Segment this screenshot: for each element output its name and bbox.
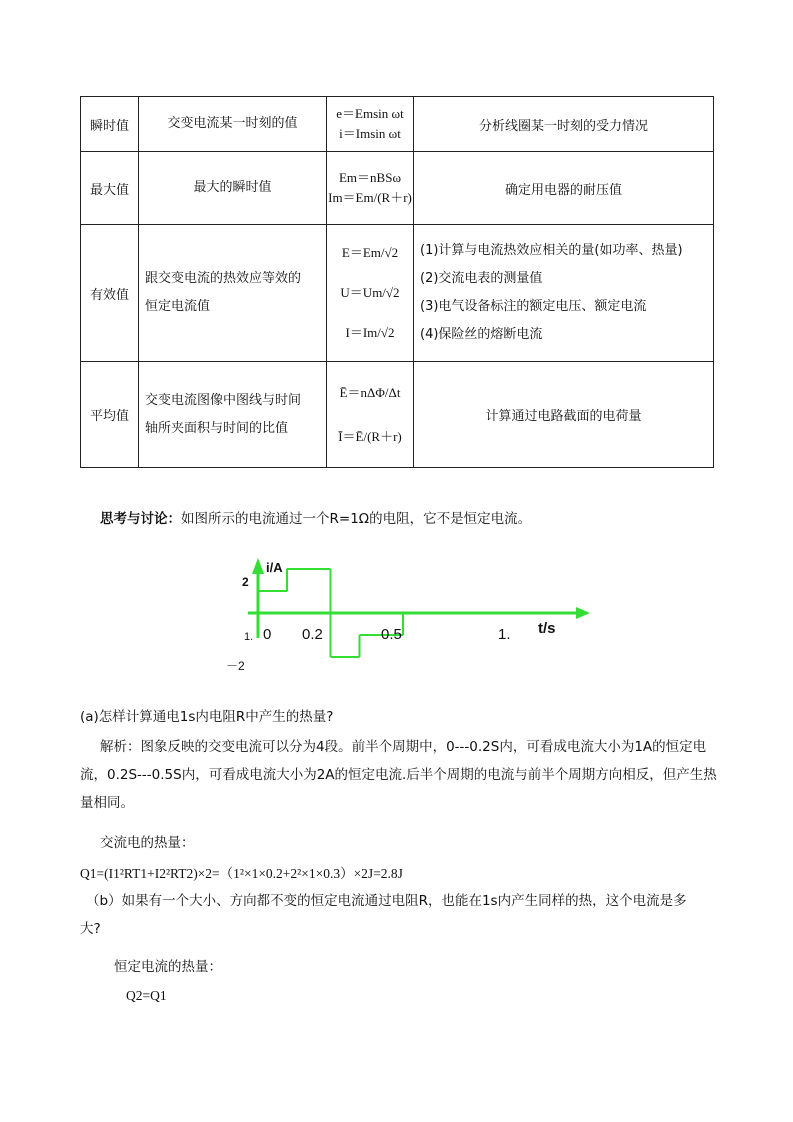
analysis-line: 解析：图象反映的交变电流可以分为4段。前半个周期中，0---0.2S内，可看成电流大小为1A的恒定电 <box>100 739 707 755</box>
formula: Ī＝Ē/(R＋r) <box>338 428 402 444</box>
row-formulas <box>327 97 414 152</box>
row-formulas <box>327 225 414 362</box>
row-formulas <box>327 152 414 225</box>
row-use: 计算通过电路截面的电荷量 <box>414 362 714 468</box>
row-name: 有效值 <box>81 225 139 362</box>
x-tick-label: 1. <box>498 626 511 643</box>
row-use: 分析线圈某一时刻的受力情况 <box>414 97 714 152</box>
use-line: (4)保险丝的熔断电流 <box>420 327 543 342</box>
table-row <box>81 225 714 362</box>
question-b <box>80 887 726 943</box>
x-axis-arrow <box>576 607 590 619</box>
table-row <box>81 152 714 225</box>
use-line: (3)电气设备标注的额定电压、额定电流 <box>420 299 647 314</box>
row-use <box>414 225 714 362</box>
formula: e＝Emsin ωt <box>336 106 404 121</box>
meaning-line: 跟交变电流的热效应等效的 <box>145 271 302 286</box>
meaning-line: 恒定电流值 <box>145 299 211 314</box>
row-name: 平均值 <box>81 362 139 468</box>
row-meaning <box>139 362 327 468</box>
row-name: 瞬时值 <box>81 97 139 152</box>
x-tick-label: 0.2 <box>302 626 323 643</box>
row-meaning: 交变电流某一时刻的值 <box>139 97 327 152</box>
dc-heat-label: 恒定电流的热量： <box>114 959 222 975</box>
use-line: (1)计算与电流热效应相关的量(如功率、热量) <box>420 243 683 258</box>
ac-values-table <box>80 96 714 468</box>
y-tick-label: 2 <box>242 575 249 589</box>
analysis-line: 流，0.2S---0.5S内，可看成电流大小为2A的恒定电流.后半个周期的电流与前半个周期方向相反，但产生热 <box>80 767 717 783</box>
dc-heat-equation: Q2=Q1 <box>126 988 167 1003</box>
row-formulas <box>327 362 414 468</box>
row-use: 确定用电器的耐压值 <box>414 152 714 225</box>
analysis-line: 量相同。 <box>80 795 134 811</box>
question-b-line: 大? <box>80 921 101 937</box>
discussion-label: 思考与讨论： <box>100 511 181 527</box>
table-row <box>81 97 714 152</box>
current-time-chart <box>0 530 793 690</box>
analysis-paragraph <box>80 733 720 817</box>
meaning-line: 交变电流图像中图线与时间 <box>145 392 302 408</box>
y-axis-label: i/A <box>266 560 283 575</box>
y-axis-arrow <box>252 558 264 574</box>
formula: Em＝nBSω <box>338 170 401 185</box>
use-line: (2)交流电表的测量值 <box>420 271 543 286</box>
formula: I＝Im/√2 <box>345 325 395 340</box>
ac-heat-equation: Q1=(I1²RT1+I2²RT2)×2=（1²×1×0.2+2²×1×0.3）×2J=2.8J <box>80 866 403 881</box>
row-meaning: 最大的瞬时值 <box>139 152 327 225</box>
ac-heat-label: 交流电的热量： <box>100 835 195 851</box>
y-tick-label: 1. <box>244 631 254 643</box>
question-a: (a)怎样计算通电1s内电阻R中产生的热量? <box>80 709 334 725</box>
formula: E＝Em/√2 <box>341 245 399 260</box>
x-tick-label: 0 <box>263 626 272 643</box>
x-axis-label: t/s <box>538 620 556 637</box>
x-tick-label: 0.5 <box>381 626 402 643</box>
formula: U＝Um/√2 <box>340 285 400 300</box>
formula: Ē＝nΔΦ/Δt <box>339 384 401 400</box>
formula: i＝Imsin ωt <box>339 126 401 141</box>
row-meaning <box>139 225 327 362</box>
table-row <box>81 362 714 468</box>
discussion-paragraph <box>100 507 531 527</box>
formula: Im＝Em/(R＋r) <box>328 190 412 205</box>
meaning-line: 轴所夹面积与时间的比值 <box>145 420 289 436</box>
question-b-line: （b）如果有一个大小、方向都不变的恒定电流通过电阻R，也能在1s内产生同样的热，这个电流是多 <box>86 893 687 909</box>
discussion-text: 如图所示的电流通过一个R=1Ω的电阻，它不是恒定电流。 <box>181 511 532 527</box>
y-tick-label: －2 <box>226 659 245 673</box>
row-name: 最大值 <box>81 152 139 225</box>
